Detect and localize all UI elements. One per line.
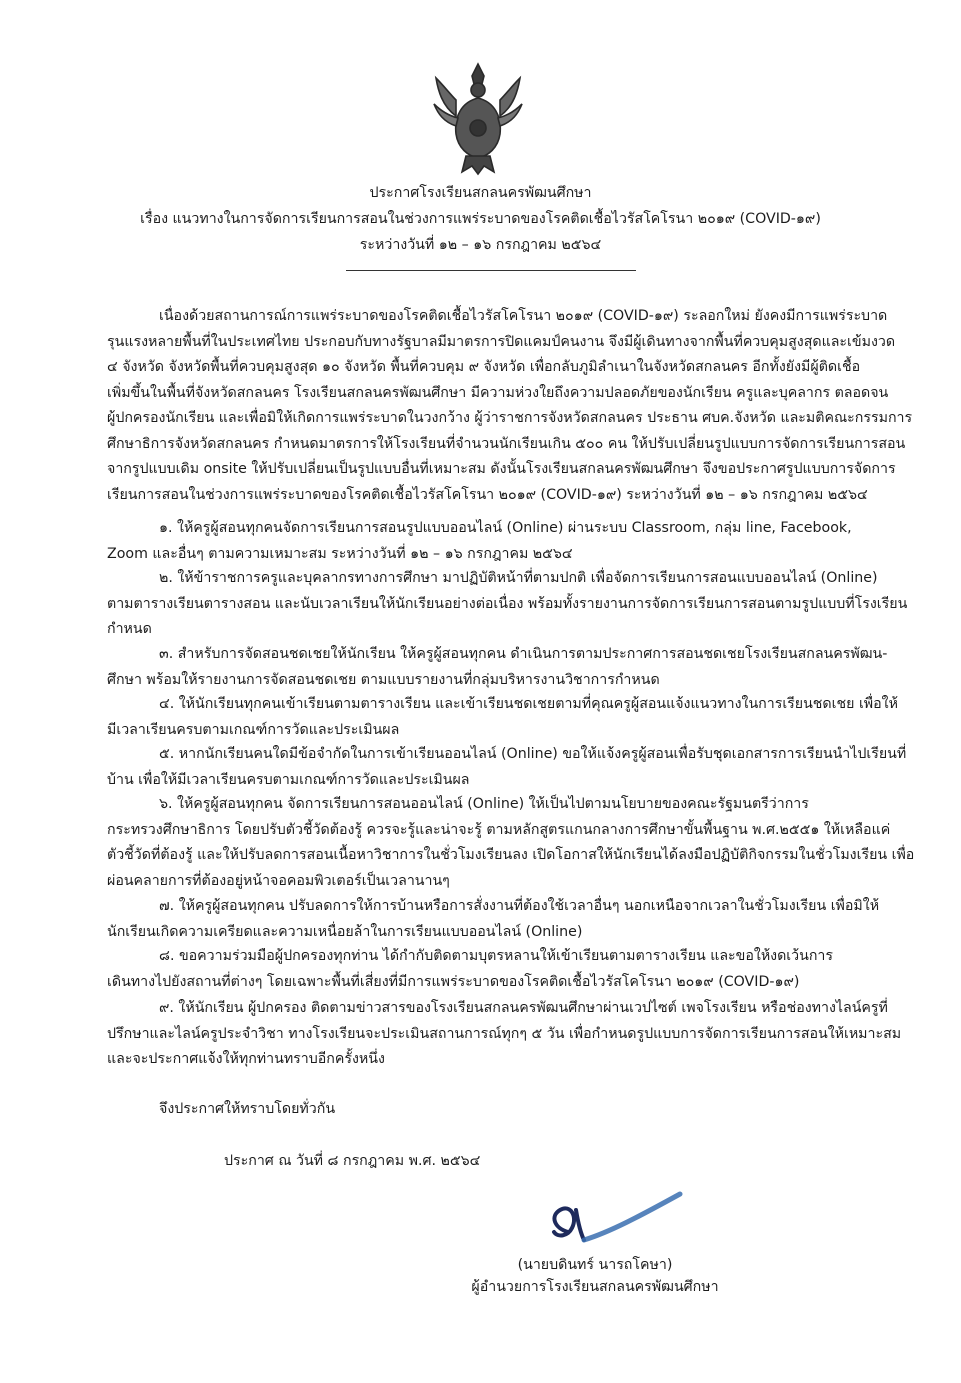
announcement-date: ประกาศ ณ วันที่ ๘ กรกฎาคม พ.ศ. ๒๕๖๔ bbox=[224, 1153, 481, 1169]
signer-position: ผู้อำนวยการโรงเรียนสกลนครพัฒนศึกษา bbox=[471, 1279, 719, 1295]
item-line: นักเรียนเกิดความเครียดและความเหนื่อยล้าในการเรียนแบบออนไลน์ (Online) bbox=[107, 923, 583, 940]
item-line: ๒. ให้ข้าราชการครูและบุคลากรทางการศึกษา มาปฏิบัติหน้าที่ตามปกติ เพื่อจัดการเรียนการสอนแบบออนไลน์ (Online) bbox=[159, 570, 878, 586]
intro-line: จากรูปแบบเดิม onsite ให้ปรับเปลี่ยนเป็นรูปแบบอื่นที่เหมาะสม ดังนั้นโรงเรียนสกลนครพัฒนศึกษา จึงขอประกาศรูปแบบการจัดการ bbox=[107, 461, 896, 477]
item-line: ๘. ขอความร่วมมือผู้ปกครองทุกท่าน ได้กำกับติดตามบุตรหลานให้เข้าเรียนตามตารางเรียน และขอให้งดเว้นการ bbox=[159, 948, 834, 964]
intro-line: ผู้ปกครองนักเรียน และเพื่อมิให้เกิดการแพร่ระบาดในวงกว้าง ผู้ว่าราชการจังหวัดสกลนคร ประธาน ศบค.จังหวัด และมติคณะกรรมการ bbox=[107, 410, 913, 426]
announcement-title: ประกาศโรงเรียนสกลนครพัฒนศึกษา bbox=[369, 185, 592, 201]
signature-icon bbox=[540, 1188, 690, 1258]
intro-line: ๔ จังหวัด จังหวัดพื้นที่ควบคุมสูงสุด ๑๐ จังหวัด พื้นที่ควบคุม ๙ จังหวัด เพื่อกลับภูมิลำเนาในจังหวัดสกลนคร อีกทั้งยังมีผู้ติดเชื้อ bbox=[107, 359, 861, 375]
item-line: ผ่อนคลายการที่ต้องอยู่หน้าจอคอมพิวเตอร์เป็นเวลานานๆ bbox=[107, 872, 450, 889]
item-line: Zoom และอื่นๆ ตามความเหมาะสม ระหว่างวันที่ ๑๒ – ๑๖ กรกฎาคม ๒๕๖๔ bbox=[107, 545, 573, 562]
list-item bbox=[107, 516, 877, 567]
announcement-subject: เรื่อง แนวทางในการจัดการเรียนการสอนในช่วงการแพร่ระบาดของโรคติดเชื้อไวรัสโคโรนา ๒๐๑๙ (COVID-๑๙) bbox=[140, 211, 821, 227]
intro-line: รุนแรงหลายพื้นที่ในประเทศไทย ประกอบกับทางรัฐบาลมีมาตรการปิดแคมป์คนงาน จึงมีผู้เดินทางจากพื้นที่ควบคุมสูงสุดและเข้มงวด bbox=[107, 333, 896, 350]
item-line: บ้าน เพื่อให้มีเวลาเรียนครบตามเกณฑ์การวัดและประเมินผล bbox=[107, 771, 470, 788]
item-line: กำหนด bbox=[107, 621, 152, 637]
item-line: ๖. ให้ครูผู้สอนทุกคน จัดการเรียนการสอนออนไลน์ (Online) ให้เป็นไปตามนโยบายของคณะรัฐมนตรีว่าการ bbox=[159, 796, 809, 812]
item-line: ปรึกษาและไลน์ครูประจำวิชา ทางโรงเรียนจะประเมินสถานการณ์ทุกๆ ๕ วัน เพื่อกำหนดรูปแบบการจัดการเรียนการสอนให้เหมาะสม bbox=[107, 1025, 902, 1042]
item-line: ๓. สำหรับการจัดสอนชดเชยให้นักเรียน ให้ครูผู้สอนทุกคน ดำเนินการตามประกาศการสอนชดเชยโรงเรียนสกลนครพัฒน- bbox=[159, 646, 888, 662]
item-line: มีเวลาเรียนครบตามเกณฑ์การวัดและประเมินผล bbox=[107, 721, 400, 738]
item-line: ๗. ให้ครูผู้สอนทุกคน ปรับลดการให้การบ้านหรือการสั่งงานที่ต้องใช้เวลาอื่นๆ นอกเหนือจากเวลาในชั่วโมงเรียน เพื่อมิให้ bbox=[159, 898, 880, 914]
item-line: กระทรวงศึกษาธิการ โดยปรับตัวชี้วัดต้องรู้ ควรจะรู้และน่าจะรู้ ตามหลักสูตรแกนกลางการศึกษาขั้นพื้นฐาน พ.ศ.๒๕๕๑ ให้เหลือแค่ bbox=[107, 821, 891, 838]
item-line: ๕. หากนักเรียนคนใดมีข้อจำกัดในการเข้าเรียนออนไลน์ (Online) ขอให้แจ้งครูผู้สอนเพื่อรับชุดเอกสารการเรียนนำไปเรียนที่ bbox=[159, 746, 907, 762]
item-line: ศึกษา พร้อมให้รายงานการจัดสอนชดเชย ตามแบบรายงานที่กลุ่มบริหารงานวิชาการกำหนด bbox=[107, 671, 660, 688]
item-line: ๑. ให้ครูผู้สอนทุกคนจัดการเรียนการสอนรูปแบบออนไลน์ (Online) ผ่านระบบ Classroom, กลุ่ม line, Facebook, bbox=[159, 520, 852, 536]
item-line: ๔. ให้นักเรียนทุกคนเข้าเรียนตามตารางเรียน และเข้าเรียนชดเชยตามที่คุณครูผู้สอนแจ้งแนวทางในการเรียนชดเชย เพื่อให้ bbox=[159, 696, 898, 712]
closing-statement: จึงประกาศให้ทราบโดยทั่วกัน bbox=[159, 1101, 336, 1117]
list-item bbox=[107, 566, 908, 643]
item-line: และจะประกาศแจ้งให้ทุกท่านทราบอีกครั้งหนึ่ง bbox=[107, 1051, 385, 1067]
intro-line: ศึกษาธิการจังหวัดสกลนคร กำหนดมาตรการให้โรงเรียนที่จำนวนนักเรียนเกิน ๕๐๐ คน ให้ปรับเปลี่ยนรูปแบบการจัดการเรียนการสอน bbox=[107, 435, 906, 452]
intro-line: เรียนการสอนในช่วงการแพร่ระบาดของโรคติดเชื้อไวรัสโคโรนา ๒๐๑๙ (COVID-๑๙) ระหว่างวันที่ ๑๒ – ๑๖ กรกฎาคม ๒๕๖๔ bbox=[107, 486, 868, 503]
list-item bbox=[107, 642, 888, 693]
header-divider bbox=[346, 270, 636, 271]
intro-paragraph bbox=[107, 304, 913, 508]
list-item bbox=[107, 792, 915, 894]
list-item bbox=[107, 742, 907, 793]
item-line: ๙. ให้นักเรียน ผู้ปกครอง ติดตามข่าวสารของโรงเรียนสกลนครพัฒนศึกษาผ่านเวปไซต์ เพจโรงเรียน หรือช่องทางไลน์ครูที่ bbox=[159, 1000, 888, 1016]
signer-name: (นายบดินทร์ นารถโคษา) bbox=[517, 1257, 673, 1273]
list-item bbox=[107, 692, 898, 743]
list-item bbox=[107, 894, 880, 945]
item-line: เดินทางไปยังสถานที่ต่างๆ โดยเฉพาะพื้นที่เสี่ยงที่มีการแพร่ระบาดของโรคติดเชื้อไวรัสโคโรนา ๒๐๑๙ (COVID-๑๙) bbox=[107, 973, 800, 990]
item-line: ตัวชี้วัดที่ต้องรู้ และให้ปรับลดการสอนเนื้อหาวิชาการในชั่วโมงเรียนลง เปิดโอกาสให้นักเรียนได้ลงมือปฏิบัติกิจกรรมในชั่วโมงเรียน เพื่อ bbox=[107, 847, 915, 863]
intro-line: เพิ่มขึ้นในพื้นที่จังหวัดสกลนคร โรงเรียนสกลนครพัฒนศึกษา มีความห่วงใยถึงความปลอดภัยของนักเรียน ครูและบุคลากร ตลอดจน bbox=[107, 384, 889, 401]
announcement-dates: ระหว่างวันที่ ๑๒ – ๑๖ กรกฎาคม ๒๕๖๔ bbox=[359, 237, 602, 253]
list-item bbox=[107, 996, 902, 1073]
list-item bbox=[107, 944, 877, 995]
garuda-emblem-icon bbox=[432, 56, 524, 178]
item-line: ตามตารางเรียนตารางสอน และนับเวลาเรียนให้นักเรียนอย่างต่อเนื่อง พร้อมทั้งรายงานการจัดการเรียนการสอนตามรูปแบบที่โรงเรียน bbox=[107, 595, 908, 612]
intro-line: เนื่องด้วยสถานการณ์การแพร่ระบาดของโรคติดเชื้อไวรัสโคโรนา ๒๐๑๙ (COVID-๑๙) ระลอกใหม่ ยังคงมีการแพร่ระบาด bbox=[159, 308, 888, 324]
